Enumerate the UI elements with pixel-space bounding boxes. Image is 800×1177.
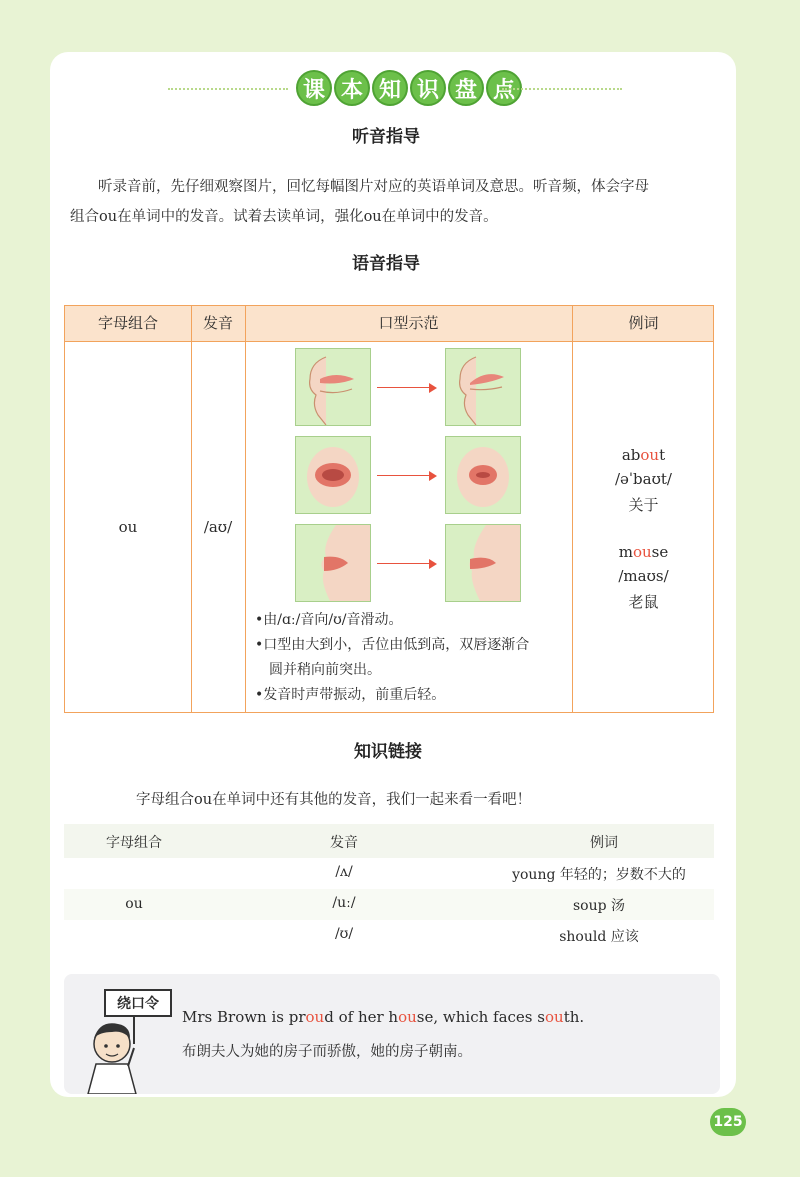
word-part: m <box>618 543 633 561</box>
mouth-side-end-image <box>445 348 521 426</box>
banner-char: 本 <box>334 70 370 106</box>
note-2-cont: 圆并稍向前突出。 <box>269 662 381 678</box>
banner-char: 盘 <box>448 70 484 106</box>
tongue-twister-label: 绕口令 <box>104 989 172 1017</box>
t2-header-sound: 发音 <box>330 835 358 851</box>
arrow-right-icon <box>377 475 435 476</box>
banner-divider-right <box>502 88 622 90</box>
text-highlight: ou <box>305 1008 325 1026</box>
example-ipa-about: /əˈbaʊt/ <box>615 470 672 488</box>
header-sound: 发音 <box>202 314 233 332</box>
t2-example-3: should 应该 <box>559 929 639 945</box>
text-highlight: ou <box>544 1008 564 1026</box>
note-3: •发音时声带振动，前重后轻。 <box>255 687 446 703</box>
phonics-sound: /aʊ/ <box>203 518 233 536</box>
banner-title <box>296 70 522 106</box>
other-sounds-table <box>64 824 714 952</box>
word-highlight: ou <box>632 543 652 561</box>
section-banner <box>50 68 736 108</box>
t2-sound-3: /ʊ/ <box>334 926 354 942</box>
phonics-table <box>64 305 714 713</box>
example-word-mouse <box>572 543 715 561</box>
listening-title: 听音指导 <box>352 122 420 147</box>
example-ipa-mouse: /maʊs/ <box>618 567 669 585</box>
mouth-side-start-image <box>295 348 371 426</box>
twister-english <box>182 1008 584 1026</box>
t2-sound-2: /uː/ <box>332 895 356 911</box>
text-part: th. <box>563 1008 585 1026</box>
text-highlight: ou <box>398 1008 417 1026</box>
banner-char: 课 <box>296 70 332 106</box>
banner-char: 知 <box>372 70 408 106</box>
header-examples: 例词 <box>628 314 659 332</box>
text-part: d of her h <box>324 1008 399 1026</box>
arrow-right-icon <box>377 563 435 564</box>
t2-header-combo: 字母组合 <box>106 835 162 851</box>
text-part: se, which faces s <box>416 1008 545 1026</box>
lips-side-end-image <box>445 524 521 602</box>
t2-example-2: soup 汤 <box>572 898 626 914</box>
listening-line-2: 组合ou在单词中的发音。试着去读单词，强化ou在单词中的发音。 <box>70 209 498 225</box>
page-sheet <box>50 52 736 1097</box>
cartoon-boy-icon <box>82 1004 158 1094</box>
note-1: •由/ɑː/音向/ʊ/音滑动。 <box>255 612 403 628</box>
note-2: •口型由大到小，舌位由低到高，双唇逐渐合 <box>255 637 530 653</box>
tongue-twister-box <box>64 974 720 1094</box>
example-word-about <box>572 446 715 464</box>
t2-example-1: young 年轻的；岁数不大的 <box>512 867 686 883</box>
banner-divider-left <box>168 88 288 90</box>
listening-line-1: 听录音前，先仔细观察图片，回忆每幅图片对应的英语单词及意思。听音频，体会字母 <box>98 179 649 195</box>
word-part: t <box>659 446 666 464</box>
lips-front-end-image <box>445 436 521 514</box>
banner-char: 点 <box>486 70 522 106</box>
twister-chinese: 布朗夫人为她的房子而骄傲，她的房子朝南。 <box>182 1044 472 1060</box>
phonics-title: 语音指导 <box>352 249 420 274</box>
link-intro: 字母组合ou在单词中还有其他的发音，我们一起来看一看吧！ <box>136 792 532 808</box>
word-part: se <box>651 543 669 561</box>
word-highlight: ou <box>640 446 660 464</box>
word-part: ab <box>621 446 641 464</box>
banner-char: 识 <box>410 70 446 106</box>
header-mouth-demo: 口型示范 <box>378 314 439 332</box>
link-title: 知识链接 <box>354 737 422 762</box>
text-part: Mrs Brown is pr <box>182 1008 306 1026</box>
t2-sound-1: /ʌ/ <box>335 864 353 880</box>
header-combo: 字母组合 <box>97 314 158 332</box>
arrow-right-icon <box>377 387 435 388</box>
lips-side-start-image <box>295 524 371 602</box>
page-number: 125 <box>710 1108 746 1136</box>
example-meaning-about: 关于 <box>628 496 659 514</box>
t2-header-example: 例词 <box>590 835 618 851</box>
phonics-combo: ou <box>118 518 138 536</box>
example-meaning-mouse: 老鼠 <box>628 593 659 611</box>
lips-front-start-image <box>295 436 371 514</box>
t2-combo: ou <box>125 896 143 912</box>
